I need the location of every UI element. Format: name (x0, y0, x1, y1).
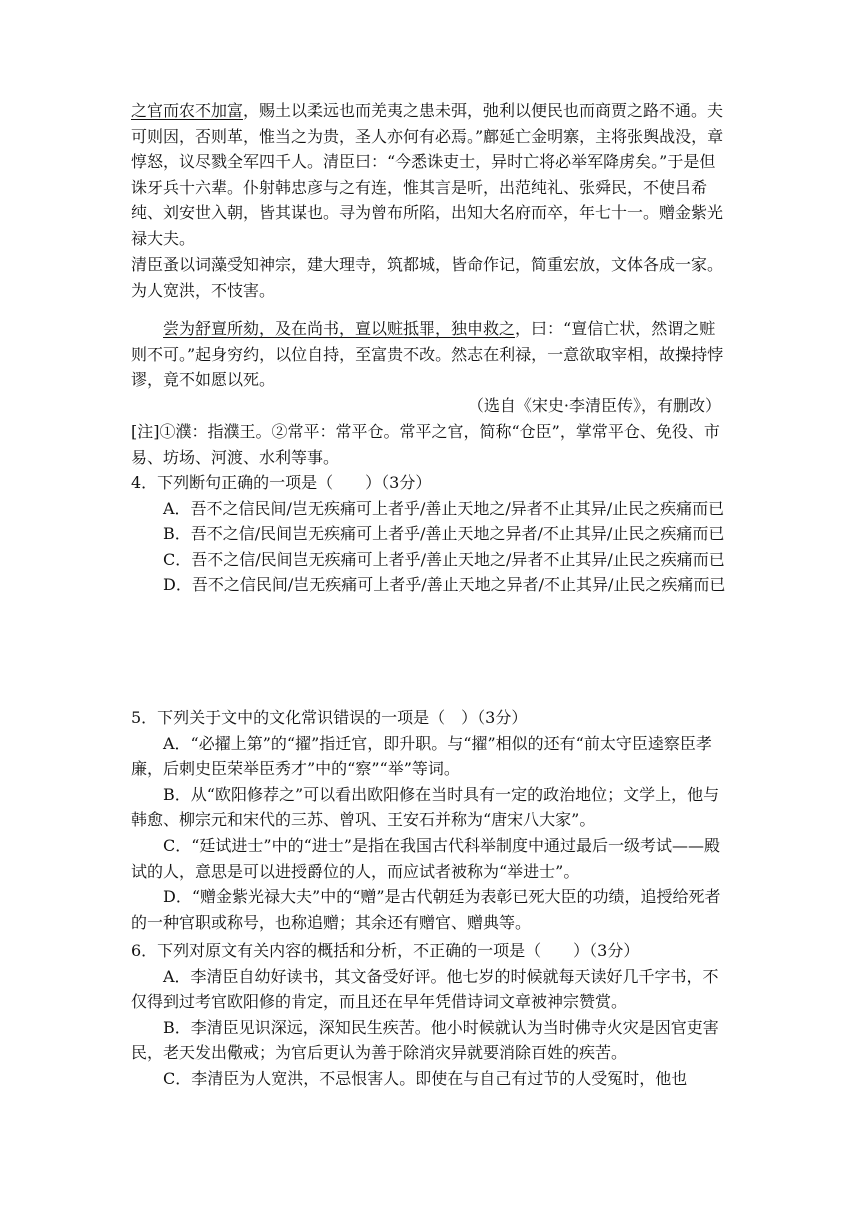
paragraph-text: ，曰：“亶信亡状，然谓之赃则不可。”起身穷约，以位自持，至富贵不改。然志在利禄，一意欲取宰相，故操持悖谬，竟不如愿以死。 (131, 319, 724, 390)
option-c: C．吾不之信/民间岂无疾痛可上者乎/善止天地之/异者不止其异/止民之疾痛而已 (163, 549, 725, 569)
question-6 (131, 938, 731, 1092)
question-5 (131, 705, 731, 935)
option-b: B．吾不之信/民间岂无疾痛可上者乎/善止天地之异者/不止其异/止民之疾痛而已 (163, 524, 725, 544)
passage-paragraph-1 (131, 98, 731, 252)
underlined-sentence: 之官而农不加富 (131, 101, 244, 120)
option-d: D．“赠金紫光禄大夫”中的“赠”是古代朝廷为表彰已死大臣的功绩，追授给死者的一种官职或称号，也称追赠；其余还有赠官、赠典等。 (131, 887, 721, 932)
annotation-note: [注]①濮：指濮王。②常平：常平仓。常平之官，简称“仓臣”，掌常平仓、免役、市易、坊场、河渡、水利等事。 (131, 422, 720, 467)
question-title: 4．下列断句正确的一项是（ ）（3分） (131, 473, 432, 492)
paragraph-text: ，赐土以柔远也而羌夷之患未弭，弛利以便民也而商贾之路不通。夫可则因，否则革，惟当之为贵，圣人亦何有必焉。”鄜延亡金明寨，主将张舆战没，章惇怒，议尽戮全军四千人。清臣曰：“今悉诛吏士，异时亡将必举军降虏矣。”于是但诛牙兵十六辈。仆射韩忠彦与之有连，惟其言是听，出范纯礼、张舜民，不使吕希纯、刘安世入朝，皆其谋也。寻为曾布所陷，出知大名府而卒，年七十一。赠金紫光禄大夫。 (131, 101, 724, 248)
option-a: A．吾不之信民间/岂无疾痛可上者乎/善止天地之/异者不止其异/止民之疾痛而已 (163, 498, 725, 518)
question-4 (131, 470, 731, 598)
underlined-sentence: 尝为舒亶所劾，及在尚书，亶以赃抵罪，独申救之 (163, 319, 516, 338)
option-a: A．李清臣自幼好读书，其文备受好评。他七岁的时候就每天读好几千字书，不仅得到过考官欧阳修的肯定，而且还在早年凭借诗词文章被神宗赞赏。 (131, 966, 719, 1012)
question-title: 5．下列关于文中的文化常识错误的一项是（ ）（3分） (131, 708, 528, 727)
source-citation: （选自《宋史·李清臣传》，有删改） (467, 396, 721, 415)
option-b: B．从“欧阳修荐之”可以看出欧阳修在当时具有一定的政治地位；文学上，他与韩愈、柳宗元和宋代的三苏、曾巩、王安石并称为“唐宋八大家”。 (131, 784, 720, 830)
option-c: C．“廷试进士”中的“进士”是指在我国古代科举制度中通过最后一级考试——殿试的人，意思是可以进授爵位的人，而应试者被称为“举进士”。 (131, 835, 720, 881)
passage-paragraph-3 (131, 316, 731, 393)
option-c: C．李清臣为人宽洪，不忌恨害人。即使在与自己有过节的人受冤时，他也 (163, 1068, 688, 1088)
option-d: D．吾不之信民间/岂无疾痛可上者乎/善止天地之异者/不止其异/止民之疾痛而已 (163, 575, 726, 595)
option-b: B．李清臣见识深远，深知民生疾苦。他小时候就认为当时佛寺火灾是因官吏害民，老天发出儆戒；为官后更认为善于除消灾异就要消除百姓的疾苦。 (131, 1017, 719, 1063)
passage-paragraph-2: 清臣蚤以词藻受知神宗，建大理寺，筑都城，皆命作记，简重宏放，文体各成一家。为人宽洪，不忮害。 (131, 255, 724, 300)
option-a: A．“必擢上第”的“擢”指迁官，即升职。与“擢”相似的还有“前太守臣逵察臣孝廉，后刺史臣荣举臣秀才”中的“察”“举”等词。 (131, 733, 712, 779)
question-title: 6．下列对原文有关内容的概括和分析，不正确的一项是（ ）（3分） (131, 941, 640, 960)
